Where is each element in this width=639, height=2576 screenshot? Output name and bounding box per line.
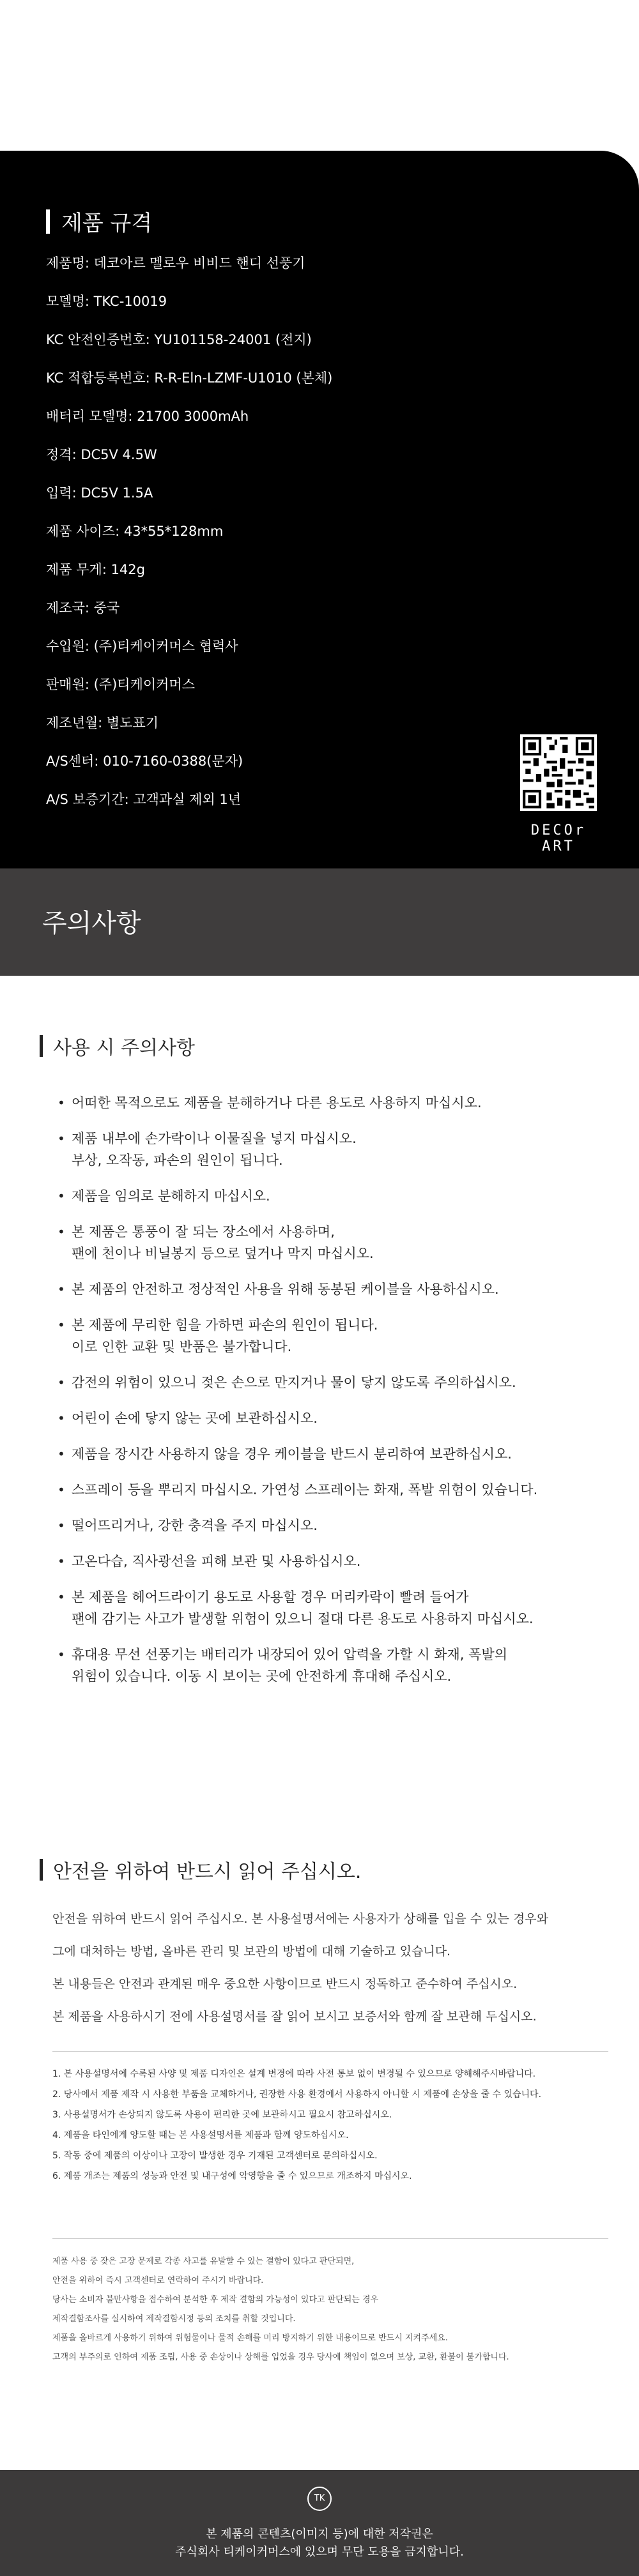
usage-caution-list xyxy=(58,1092,607,1701)
list-item-text: 어떠한 목적으로도 제품을 분해하거나 다른 용도로 사용하지 마십시오. xyxy=(72,1095,482,1110)
copyright-line-1: 본 제품의 콘텐츠(이미지 등)에 대한 저작권은 xyxy=(206,2527,433,2541)
note-item: 1. 본 사용설명서에 수록된 사양 및 제품 디자인은 설계 변경에 따라 사전 통보 없이 변경될 수 있으므로 양해해주시바랍니다. xyxy=(52,2069,536,2079)
spec-row-as-center: A/S센터: 010-7160-0388(문자) xyxy=(46,754,243,769)
qr-code-icon xyxy=(520,734,597,811)
safety-notes xyxy=(52,2067,608,2190)
list-item-text: 본 제품을 헤어드라이기 용도로 사용할 경우 머리카락이 빨려 들어가 xyxy=(72,1589,469,1605)
safety-intro xyxy=(52,1909,602,2040)
bullet-icon: • xyxy=(58,1224,65,1239)
intro-line: 그에 대처하는 방법, 올바른 관리 및 보관의 방법에 대해 기술하고 있습니다. xyxy=(52,1944,451,1959)
spec-section xyxy=(0,151,639,868)
usage-caution-title-text: 사용 시 주의사항 xyxy=(53,1037,195,1059)
safety-small-print xyxy=(52,2255,608,2370)
bullet-icon: • xyxy=(58,1482,65,1497)
small-print-line: 제작결함조사를 실시하여 제작결함시정 등의 조치를 취할 것입니다. xyxy=(52,2314,296,2324)
note-item: 4. 제품을 타인에게 양도할 때는 본 사용설명서를 제품과 함께 양도하십시오. xyxy=(52,2130,349,2140)
safety-title xyxy=(40,1856,361,1884)
list-item-text: 제품을 장시간 사용하지 않을 경우 케이블을 반드시 분리하여 보관하십시오. xyxy=(72,1446,512,1462)
spec-row-warranty: A/S 보증기간: 고객과실 제외 1년 xyxy=(46,792,242,807)
bullet-icon: • xyxy=(58,1518,65,1533)
list-item xyxy=(58,1443,607,1465)
list-item xyxy=(58,1586,607,1630)
bullet-icon: • xyxy=(58,1317,65,1333)
title-bar xyxy=(46,209,50,234)
spec-row-seller: 판매원: (주)티케이커머스 xyxy=(46,677,195,692)
spec-list xyxy=(46,254,506,829)
list-item-text: 감전의 위험이 있으니 젖은 손으로 만지거나 물이 닿지 않도록 주의하십시오. xyxy=(72,1375,516,1390)
spec-row-manufacture-date: 제조년월: 별도표기 xyxy=(46,715,159,731)
spec-title xyxy=(46,206,152,237)
note-item: 2. 당사에서 제품 제작 시 사용한 부품을 교체하거나, 권장한 사용 환경에서 사용하지 아니할 시 제품에 손상을 줄 수 있습니다. xyxy=(52,2089,542,2100)
list-item-text: 이로 인한 교환 및 반품은 불가합니다. xyxy=(72,1339,292,1354)
list-item xyxy=(58,1278,607,1300)
list-item xyxy=(58,1550,607,1572)
spec-row-model: 모델명: TKC-10019 xyxy=(46,294,167,309)
list-item-text: 떨어뜨리거나, 강한 충격을 주지 마십시오. xyxy=(72,1518,318,1533)
list-item-text: 본 제품의 안전하고 정상적인 사용을 위해 동봉된 케이블을 사용하십시오. xyxy=(72,1282,499,1297)
small-print-line: 제품을 올바르게 사용하기 위하여 위험물이나 물적 손해를 미리 방지하기 위한 내용이므로 반드시 지켜주세요. xyxy=(52,2333,448,2343)
list-item-text: 휴대용 무선 선풍기는 배터리가 내장되어 있어 압력을 가할 시 화재, 폭발의 xyxy=(72,1647,508,1662)
caution-header-title: 주의사항 xyxy=(42,909,141,938)
list-item xyxy=(58,1128,607,1171)
bullet-icon: • xyxy=(58,1282,65,1297)
small-print-line: 제품 사용 중 잦은 고장 문제로 각종 사고를 유발할 수 있는 결함이 있다고 판단되면, xyxy=(52,2257,355,2266)
small-print-line: 당사는 소비자 불만사항을 접수하여 분석한 후 제작 결함의 가능성이 있다고 판단되는 경우 xyxy=(52,2295,379,2305)
title-bar xyxy=(40,1035,43,1057)
list-item xyxy=(58,1479,607,1501)
list-item xyxy=(58,1185,607,1207)
list-item xyxy=(58,1092,607,1114)
list-item-text: 제품을 임의로 분해하지 마십시오. xyxy=(72,1188,270,1204)
note-item: 6. 제품 개조는 제품의 성능과 안전 및 내구성에 악영향을 줄 수 있으므로 개조하지 마십시오. xyxy=(52,2171,412,2181)
spec-row-battery: 배터리 모델명: 21700 3000mAh xyxy=(46,409,249,424)
divider xyxy=(52,2238,608,2239)
top-spacer xyxy=(0,0,639,151)
bullet-icon: • xyxy=(58,1446,65,1462)
usage-caution-title xyxy=(40,1032,195,1060)
list-item xyxy=(58,1644,607,1687)
tk-logo-icon: TK xyxy=(307,2487,332,2511)
list-item xyxy=(58,1221,607,1264)
note-item: 3. 사용설명서가 손상되지 않도록 사용이 편리한 곳에 보관하시고 필요시 참고하십시오. xyxy=(52,2110,392,2120)
list-item-text: 고온다습, 직사광선을 피해 보관 및 사용하십시오. xyxy=(72,1554,361,1569)
list-item xyxy=(58,1407,607,1429)
intro-line: 본 제품을 사용하시기 전에 사용설명서를 잘 읽어 보시고 보증서와 함께 잘 보관해 두십시오. xyxy=(52,2010,537,2024)
spec-row-size: 제품 사이즈: 43*55*128mm xyxy=(46,524,224,539)
small-print-line: 안전을 위하여 즉시 고객센터로 연락하여 주시기 바랍니다. xyxy=(52,2276,264,2285)
spec-row-weight: 제품 무게: 142g xyxy=(46,562,145,577)
spec-title-text: 제품 규격 xyxy=(61,211,153,236)
list-item-text: 본 제품은 통풍이 잘 되는 장소에서 사용하며, xyxy=(72,1224,335,1239)
divider xyxy=(52,2051,608,2052)
list-item-text: 스프레이 등을 뿌리지 마십시오. 가연성 스프레이는 화재, 폭발 위험이 있습니다. xyxy=(72,1482,538,1497)
note-item: 5. 작동 중에 제품의 이상이나 고장이 발생한 경우 기재된 고객센터로 문의하십시오. xyxy=(52,2151,378,2161)
intro-line: 본 내용들은 안전과 관계된 매우 중요한 사항이므로 반드시 정독하고 준수하여 주십시오. xyxy=(52,1977,518,1991)
bullet-icon: • xyxy=(58,1647,65,1662)
bullet-icon: • xyxy=(58,1554,65,1569)
spec-row-input: 입력: DC5V 1.5A xyxy=(46,485,153,501)
list-item-text: 어린이 손에 닿지 않는 곳에 보관하십시오. xyxy=(72,1411,318,1426)
spec-row-rating: 정격: DC5V 4.5W xyxy=(46,447,157,462)
intro-line: 안전을 위하여 반드시 읽어 주십시오. 본 사용설명서에는 사용자가 상해를 입을 수 있는 경우와 xyxy=(52,1912,548,1926)
spec-row-product-name: 제품명: 데코아르 멜로우 비비드 핸디 선풍기 xyxy=(46,255,305,271)
title-bar xyxy=(40,1859,43,1881)
list-item-text: 제품 내부에 손가락이나 이물질을 넣지 마십시오. xyxy=(72,1131,357,1146)
bullet-icon: • xyxy=(58,1131,65,1146)
list-item-text: 팬에 감기는 사고가 발생할 위험이 있으니 절대 다른 용도로 사용하지 마십시오. xyxy=(72,1611,534,1626)
bullet-icon: • xyxy=(58,1411,65,1426)
copyright-line-2: 주식회사 티케이커머스에 있으며 무단 도용을 금지합니다. xyxy=(175,2545,464,2559)
small-print-line: 고객의 부주의로 인하여 제품 조립, 사용 중 손상이나 상해를 입었을 경우 당사에 책임이 없으며 보상, 교환, 환불이 불가합니다. xyxy=(52,2352,509,2362)
list-item-text: 부상, 오작동, 파손의 원인이 됩니다. xyxy=(72,1153,283,1168)
list-item-text: 팬에 천이나 비닐봉지 등으로 덮거나 막지 마십시오. xyxy=(72,1246,374,1261)
list-item-text: 위험이 있습니다. 이동 시 보이는 곳에 안전하게 휴대해 주십시오. xyxy=(72,1669,452,1684)
spec-row-kc-registration: KC 적합등록번호: R-R-Eln-LZMF-U1010 (본체) xyxy=(46,370,333,386)
bullet-icon: • xyxy=(58,1188,65,1204)
list-item xyxy=(58,1372,607,1393)
list-item xyxy=(58,1515,607,1536)
copyright-footer xyxy=(0,2470,639,2576)
spec-row-kc-safety: KC 안전인증번호: YU101158-24001 (전지) xyxy=(46,332,312,347)
spec-row-importer: 수입원: (주)티케이커머스 협력사 xyxy=(46,639,238,654)
caution-header xyxy=(0,868,639,976)
spec-row-country: 제조국: 중국 xyxy=(46,600,120,616)
list-item-text: 본 제품에 무리한 힘을 가하면 파손의 원인이 됩니다. xyxy=(72,1317,378,1333)
bullet-icon: • xyxy=(58,1375,65,1390)
safety-title-text: 안전을 위하여 반드시 읽어 주십시오. xyxy=(53,1861,362,1883)
bullet-icon: • xyxy=(58,1095,65,1110)
list-item xyxy=(58,1314,607,1358)
bullet-icon: • xyxy=(58,1589,65,1605)
brand-logo: DECOr ART xyxy=(530,822,587,854)
